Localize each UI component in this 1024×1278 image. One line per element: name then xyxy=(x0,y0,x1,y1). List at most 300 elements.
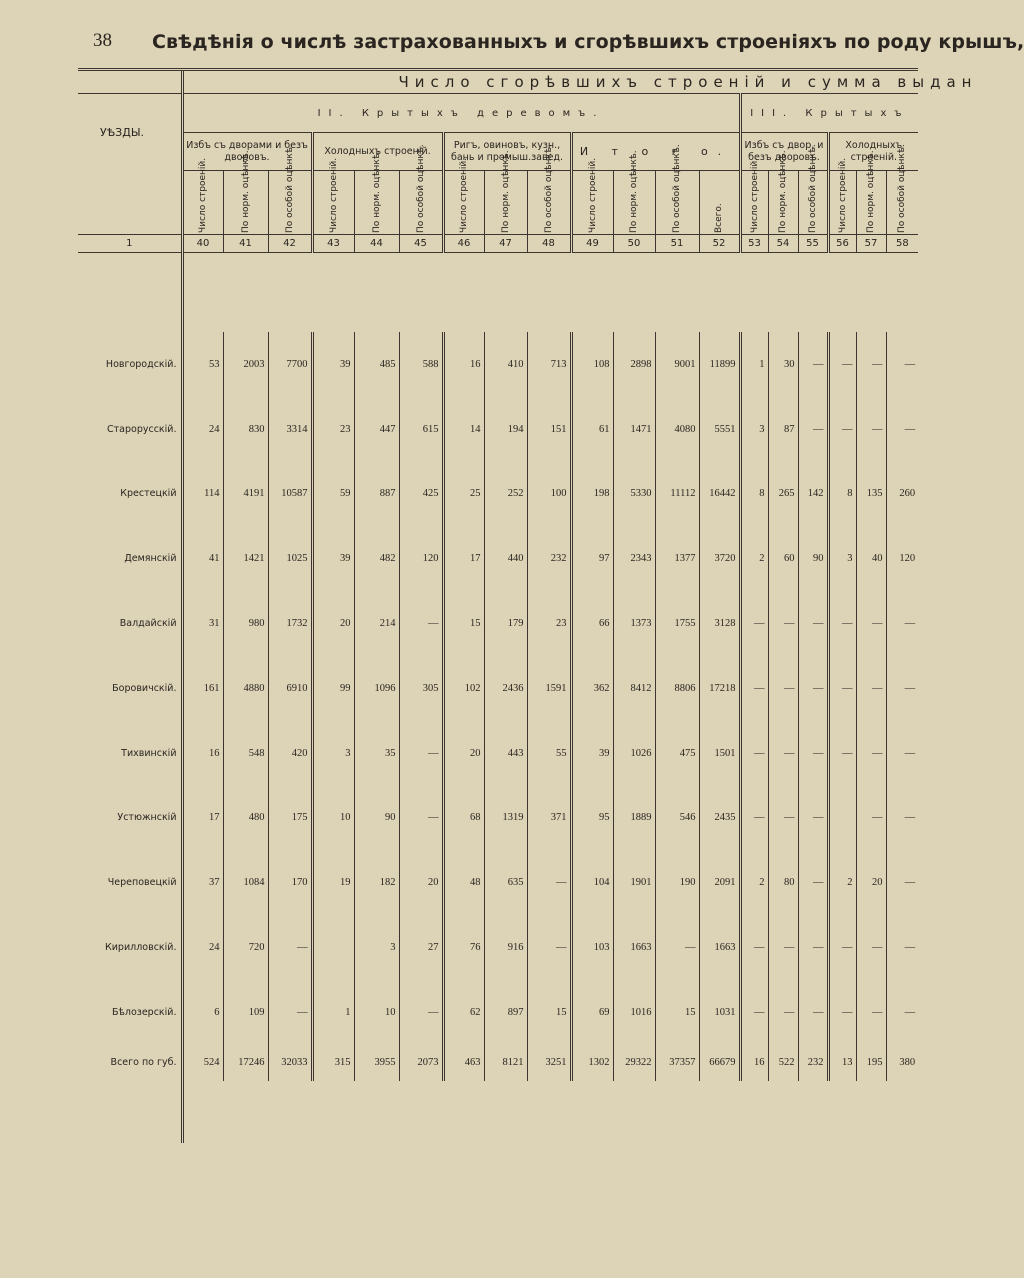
table-cell: 1663 xyxy=(699,915,740,980)
table-cell: — xyxy=(828,915,856,980)
table-cell: 8 xyxy=(828,462,856,527)
group-izby-III: Избъ съ двор. и безъ дворовъ. xyxy=(740,133,828,171)
table-cell: 1755 xyxy=(655,591,699,656)
sub-vsego: Всего. xyxy=(699,171,740,235)
table-cell: 3955 xyxy=(354,1045,399,1081)
table-cell: 39 xyxy=(571,721,613,786)
table-cell: 482 xyxy=(354,526,399,591)
table-cell: 252 xyxy=(484,462,527,527)
table-cell: — xyxy=(886,397,918,462)
table-cell: 179 xyxy=(484,591,527,656)
column-number: 55 xyxy=(798,235,828,253)
sub-osob: По особой оцѣнкѣ. xyxy=(268,171,312,235)
table-cell: 69 xyxy=(571,980,613,1045)
table-cell: 6910 xyxy=(268,656,312,721)
table-cell: 15 xyxy=(655,980,699,1045)
sub-norm: По норм. оцѣнкѣ. xyxy=(223,171,268,235)
table-cell: 40 xyxy=(856,526,886,591)
table-cell: 635 xyxy=(484,850,527,915)
table-cell: 198 xyxy=(571,462,613,527)
table-cell: — xyxy=(886,332,918,397)
table-cell: 61 xyxy=(571,397,613,462)
table-cell: — xyxy=(856,915,886,980)
table-cell: 39 xyxy=(312,526,354,591)
table-cell: 190 xyxy=(655,850,699,915)
table-cell: 17 xyxy=(443,526,484,591)
table-cell: 11899 xyxy=(699,332,740,397)
sub-norm: По норм. оцѣнкѣ. xyxy=(484,171,527,235)
column-number: 47 xyxy=(484,235,527,253)
table-cell: 31 xyxy=(182,591,223,656)
table-cell: 120 xyxy=(886,526,918,591)
table-cell: 4080 xyxy=(655,397,699,462)
table-cell: — xyxy=(798,721,828,786)
table-cell: — xyxy=(399,591,443,656)
table-cell: 10587 xyxy=(268,462,312,527)
table-cell: — xyxy=(886,656,918,721)
table-cell: 713 xyxy=(527,332,571,397)
table-cell: 170 xyxy=(268,850,312,915)
table-cell: 9001 xyxy=(655,332,699,397)
table-cell: 20 xyxy=(399,850,443,915)
table-cell: 151 xyxy=(527,397,571,462)
table-cell: 90 xyxy=(354,786,399,851)
table-cell: 17218 xyxy=(699,656,740,721)
column-number: 46 xyxy=(443,235,484,253)
sub-osob: По особой оцѣнкѣ. xyxy=(399,171,443,235)
table-cell: 8412 xyxy=(613,656,655,721)
column-number: 41 xyxy=(223,235,268,253)
table-cell: 425 xyxy=(399,462,443,527)
column-number: 51 xyxy=(655,235,699,253)
table-row xyxy=(78,656,918,721)
table-cell: 1421 xyxy=(223,526,268,591)
table-cell: — xyxy=(886,786,918,851)
table-cell: 182 xyxy=(354,850,399,915)
table-cell: 16 xyxy=(443,332,484,397)
uezd-name: Боровичскій. xyxy=(112,682,177,694)
column-number: 49 xyxy=(571,235,613,253)
table-cell: — xyxy=(399,980,443,1045)
table-cell: 37357 xyxy=(655,1045,699,1081)
table-cell: 2091 xyxy=(699,850,740,915)
table-cell: — xyxy=(856,980,886,1045)
statistics-table xyxy=(78,68,978,1143)
table-cell: 99 xyxy=(312,656,354,721)
table-cell: 3 xyxy=(354,915,399,980)
table-cell: 68 xyxy=(443,786,484,851)
table-cell: — xyxy=(828,656,856,721)
uezd-name: Кирилловскій. xyxy=(105,942,177,954)
table-cell: 485 xyxy=(354,332,399,397)
table-cell: 76 xyxy=(443,915,484,980)
table-cell: 8806 xyxy=(655,656,699,721)
table-cell: — xyxy=(798,397,828,462)
table-cell: — xyxy=(768,591,798,656)
table-cell: — xyxy=(768,980,798,1045)
table-cell: 14 xyxy=(443,397,484,462)
table-cell: 3 xyxy=(740,397,768,462)
table-cell: 32033 xyxy=(268,1045,312,1081)
table-cell: 1031 xyxy=(699,980,740,1045)
sub-osob: По особой оцѣнкѣ. xyxy=(527,171,571,235)
table-cell: — xyxy=(798,850,828,915)
uezd-header: УѢЗДЫ. xyxy=(100,125,145,139)
sub-chislo: Число строеній. xyxy=(312,171,354,235)
table-cell: — xyxy=(768,721,798,786)
table-cell: 23 xyxy=(527,591,571,656)
sub-norm: По норм. оцѣнкѣ. xyxy=(768,171,798,235)
table-cell: 447 xyxy=(354,397,399,462)
column-number: 52 xyxy=(699,235,740,253)
table-row xyxy=(78,980,918,1045)
table-cell: 17 xyxy=(182,786,223,851)
table-cell: — xyxy=(798,915,828,980)
sub-chislo: Число строеній. xyxy=(828,171,856,235)
table-cell: 103 xyxy=(571,915,613,980)
table-cell: — xyxy=(886,850,918,915)
group-itogo: И т о г о. xyxy=(571,133,740,171)
uezd-name: Бѣлозерскій. xyxy=(111,1006,177,1018)
table-cell: 371 xyxy=(527,786,571,851)
table-cell: 2 xyxy=(740,850,768,915)
table-cell: 109 xyxy=(223,980,268,1045)
table-cell: 55 xyxy=(527,721,571,786)
table-cell: — xyxy=(828,591,856,656)
table-cell: 102 xyxy=(443,656,484,721)
table-cell: 3314 xyxy=(268,397,312,462)
table-row xyxy=(78,721,918,786)
column-number: 53 xyxy=(740,235,768,253)
table-cell: 10 xyxy=(354,980,399,1045)
table-cell: 524 xyxy=(182,1045,223,1081)
table-cell: 135 xyxy=(856,462,886,527)
table-cell: 15 xyxy=(527,980,571,1045)
table-cell: 1501 xyxy=(699,721,740,786)
table-cell: 410 xyxy=(484,332,527,397)
table-cell: 30 xyxy=(768,332,798,397)
page-title: Свѣдѣнія о числѣ застрахованныхъ и сгорѣвшихъ строеніяхъ по роду крышъ, xyxy=(152,31,1024,53)
table-cell: 2 xyxy=(828,850,856,915)
table-cell: — xyxy=(740,656,768,721)
sub-chislo: Число строеній. xyxy=(740,171,768,235)
table-cell: 1319 xyxy=(484,786,527,851)
table-cell: — xyxy=(828,980,856,1045)
group-izby: Избъ съ дворами и безъ дворовъ. xyxy=(182,133,312,171)
total-row xyxy=(78,1045,918,1081)
table-cell: 3 xyxy=(312,721,354,786)
column-number: 48 xyxy=(527,235,571,253)
table-cell: 1025 xyxy=(268,526,312,591)
table-cell: — xyxy=(798,591,828,656)
table-cell: 2898 xyxy=(613,332,655,397)
table-cell: 1373 xyxy=(613,591,655,656)
table-cell: 16 xyxy=(740,1045,768,1081)
group-holodnyh-III: Холодныхъ строеній. xyxy=(828,133,918,171)
uezd-name: Старорусскій. xyxy=(106,423,177,435)
main-header: Число сгорѣвшихъ строеній и сумма выдан xyxy=(182,70,918,94)
group-rigi: Ригъ, овиновъ, кузн., бань и промыш.завед. xyxy=(443,133,571,171)
table-row xyxy=(78,332,918,397)
table-cell: 3128 xyxy=(699,591,740,656)
table-cell: — xyxy=(740,980,768,1045)
table-cell: 2436 xyxy=(484,656,527,721)
column-number: 43 xyxy=(312,235,354,253)
table-cell: 16 xyxy=(182,721,223,786)
table-cell: 142 xyxy=(798,462,828,527)
uezd-name: Череповецкій xyxy=(107,877,177,889)
table-cell: 11112 xyxy=(655,462,699,527)
table-cell: 120 xyxy=(399,526,443,591)
corner-cell xyxy=(78,70,182,94)
table-cell: — xyxy=(856,721,886,786)
table-row xyxy=(78,915,918,980)
table-cell: 10 xyxy=(312,786,354,851)
sub-norm: По норм. оцѣнкѣ. xyxy=(354,171,399,235)
table-cell: — xyxy=(886,721,918,786)
table-cell: 897 xyxy=(484,980,527,1045)
table-cell: 830 xyxy=(223,397,268,462)
column-number: 40 xyxy=(182,235,223,253)
table-cell: 161 xyxy=(182,656,223,721)
table-cell: 420 xyxy=(268,721,312,786)
table-cell: — xyxy=(527,915,571,980)
table-cell: 23 xyxy=(312,397,354,462)
column-number: 50 xyxy=(613,235,655,253)
table-cell: — xyxy=(828,721,856,786)
table-cell: 20 xyxy=(443,721,484,786)
uezd-name: Всего по губ. xyxy=(110,1057,177,1069)
table-cell: 3720 xyxy=(699,526,740,591)
table-cell: 916 xyxy=(484,915,527,980)
uezd-name: Новгородскій. xyxy=(105,358,177,370)
table-cell: 100 xyxy=(527,462,571,527)
table-cell: — xyxy=(399,786,443,851)
table-cell: 66 xyxy=(571,591,613,656)
uezd-name: Демянскій xyxy=(124,553,177,565)
table-cell: 463 xyxy=(443,1045,484,1081)
table-cell: 194 xyxy=(484,397,527,462)
table-cell: 35 xyxy=(354,721,399,786)
table-cell: — xyxy=(399,721,443,786)
table-cell: 1026 xyxy=(613,721,655,786)
table-cell: 15 xyxy=(443,591,484,656)
table-cell: — xyxy=(828,332,856,397)
table-cell: — xyxy=(798,980,828,1045)
table-cell: 546 xyxy=(655,786,699,851)
table-cell: 440 xyxy=(484,526,527,591)
table-cell: 232 xyxy=(527,526,571,591)
uezd-name: Крестецкій xyxy=(120,488,177,500)
table-cell: 588 xyxy=(399,332,443,397)
table-cell: 24 xyxy=(182,397,223,462)
table-cell: 2003 xyxy=(223,332,268,397)
sub-norm: По норм. оцѣнкѣ. xyxy=(856,171,886,235)
table-cell: — xyxy=(740,591,768,656)
table-cell: 362 xyxy=(571,656,613,721)
table-cell: 20 xyxy=(856,850,886,915)
table-cell: — xyxy=(798,786,828,851)
table-cell: 195 xyxy=(856,1045,886,1081)
table-cell: 7700 xyxy=(268,332,312,397)
table-cell: — xyxy=(828,397,856,462)
table-cell: 17246 xyxy=(223,1045,268,1081)
table-cell: 4880 xyxy=(223,656,268,721)
column-number-row xyxy=(78,235,918,253)
table-cell: 480 xyxy=(223,786,268,851)
table-cell: 1663 xyxy=(613,915,655,980)
sub-chislo: Число строеній. xyxy=(443,171,484,235)
table-cell: 62 xyxy=(443,980,484,1045)
table-body xyxy=(78,332,918,1081)
group-holodnyh: Холодныхъ строеній. xyxy=(312,133,443,171)
page-number: 38 xyxy=(93,30,112,51)
table-cell: 48 xyxy=(443,850,484,915)
table-cell: — xyxy=(886,915,918,980)
table-cell: 315 xyxy=(312,1045,354,1081)
table-cell: 104 xyxy=(571,850,613,915)
table-cell: 305 xyxy=(399,656,443,721)
table-cell: 5551 xyxy=(699,397,740,462)
table-cell: — xyxy=(740,915,768,980)
table-cell: — xyxy=(768,656,798,721)
table-row xyxy=(78,591,918,656)
table-cell: 887 xyxy=(354,462,399,527)
table-cell: 265 xyxy=(768,462,798,527)
table-cell: 95 xyxy=(571,786,613,851)
table-cell: — xyxy=(856,332,886,397)
table-cell: 2343 xyxy=(613,526,655,591)
sub-osob: По особой оцѣнкѣ. xyxy=(886,171,918,235)
table-cell: 1901 xyxy=(613,850,655,915)
table-cell: 3 xyxy=(828,526,856,591)
table-cell: 443 xyxy=(484,721,527,786)
uezd-header-spacer xyxy=(78,171,182,235)
table-cell: 108 xyxy=(571,332,613,397)
table-cell: 3251 xyxy=(527,1045,571,1081)
table-cell: — xyxy=(740,721,768,786)
table-cell xyxy=(828,786,856,851)
table-cell: 90 xyxy=(798,526,828,591)
table-cell xyxy=(312,915,354,980)
table-cell: — xyxy=(768,786,798,851)
uezd-name: Тихвинскій xyxy=(121,747,177,759)
uezd-name: Устюжнскій xyxy=(117,812,177,824)
sub-chislo: Число строеній. xyxy=(182,171,223,235)
table-cell: — xyxy=(856,591,886,656)
table-cell: 1 xyxy=(740,332,768,397)
table-cell: 232 xyxy=(798,1045,828,1081)
table-cell: — xyxy=(886,591,918,656)
table-cell: 260 xyxy=(886,462,918,527)
table-cell: 1302 xyxy=(571,1045,613,1081)
table-cell: 1 xyxy=(312,980,354,1045)
table-cell: 5330 xyxy=(613,462,655,527)
table-cell: — xyxy=(268,980,312,1045)
table-row xyxy=(78,462,918,527)
table-cell: 175 xyxy=(268,786,312,851)
sub-osob: По особой оцѣнкѣ. xyxy=(798,171,828,235)
section-III-header: III. Крытыхъ xyxy=(740,94,918,133)
table-cell: 1084 xyxy=(223,850,268,915)
table-cell: 8 xyxy=(740,462,768,527)
table-row xyxy=(78,786,918,851)
sub-norm: По норм. оцѣнкѣ. xyxy=(613,171,655,235)
table-cell: 20 xyxy=(312,591,354,656)
table-cell: 8121 xyxy=(484,1045,527,1081)
table-cell: — xyxy=(655,915,699,980)
table-cell: — xyxy=(856,397,886,462)
table-cell: — xyxy=(798,332,828,397)
column-number: 1 xyxy=(78,235,182,253)
table-cell: 615 xyxy=(399,397,443,462)
table-cell: 13 xyxy=(828,1045,856,1081)
table-cell: 53 xyxy=(182,332,223,397)
table-row xyxy=(78,397,918,462)
table-cell: 380 xyxy=(886,1045,918,1081)
table-cell: 4191 xyxy=(223,462,268,527)
table-cell: 24 xyxy=(182,915,223,980)
table-cell: 980 xyxy=(223,591,268,656)
table-cell: 548 xyxy=(223,721,268,786)
table-cell: 19 xyxy=(312,850,354,915)
table-cell: 1591 xyxy=(527,656,571,721)
column-number: 56 xyxy=(828,235,856,253)
column-number: 57 xyxy=(856,235,886,253)
table-cell: 1471 xyxy=(613,397,655,462)
table-cell: 720 xyxy=(223,915,268,980)
table-cell: 214 xyxy=(354,591,399,656)
table-cell: 2435 xyxy=(699,786,740,851)
column-number: 58 xyxy=(886,235,918,253)
table-cell: 6 xyxy=(182,980,223,1045)
table-cell: 37 xyxy=(182,850,223,915)
table-cell: — xyxy=(886,980,918,1045)
sub-chislo: Число строеній. xyxy=(571,171,613,235)
table-row xyxy=(78,526,918,591)
table-cell: 1096 xyxy=(354,656,399,721)
uezd-name: Валдайскій xyxy=(119,618,177,630)
column-number: 45 xyxy=(399,235,443,253)
table-cell: — xyxy=(856,656,886,721)
sub-osob: По особой оцѣнкѣ. xyxy=(655,171,699,235)
table-cell: 25 xyxy=(443,462,484,527)
table-cell: 1016 xyxy=(613,980,655,1045)
column-number: 42 xyxy=(268,235,312,253)
table-cell: — xyxy=(798,656,828,721)
table-cell: — xyxy=(740,786,768,851)
table-cell: 97 xyxy=(571,526,613,591)
table-row xyxy=(78,850,918,915)
table-cell: 59 xyxy=(312,462,354,527)
table-cell: — xyxy=(856,786,886,851)
table-cell: 1732 xyxy=(268,591,312,656)
table-cell: 2073 xyxy=(399,1045,443,1081)
table-cell: 87 xyxy=(768,397,798,462)
table-cell: 522 xyxy=(768,1045,798,1081)
table-cell: 60 xyxy=(768,526,798,591)
table-cell: — xyxy=(268,915,312,980)
table-cell: 27 xyxy=(399,915,443,980)
table-cell: — xyxy=(527,850,571,915)
table-cell: 114 xyxy=(182,462,223,527)
table-cell: 475 xyxy=(655,721,699,786)
table-cell: 41 xyxy=(182,526,223,591)
table-cell: 39 xyxy=(312,332,354,397)
column-number: 54 xyxy=(768,235,798,253)
column-number: 44 xyxy=(354,235,399,253)
section-II-header: II. Крытыхъ деревомъ. xyxy=(182,94,740,133)
